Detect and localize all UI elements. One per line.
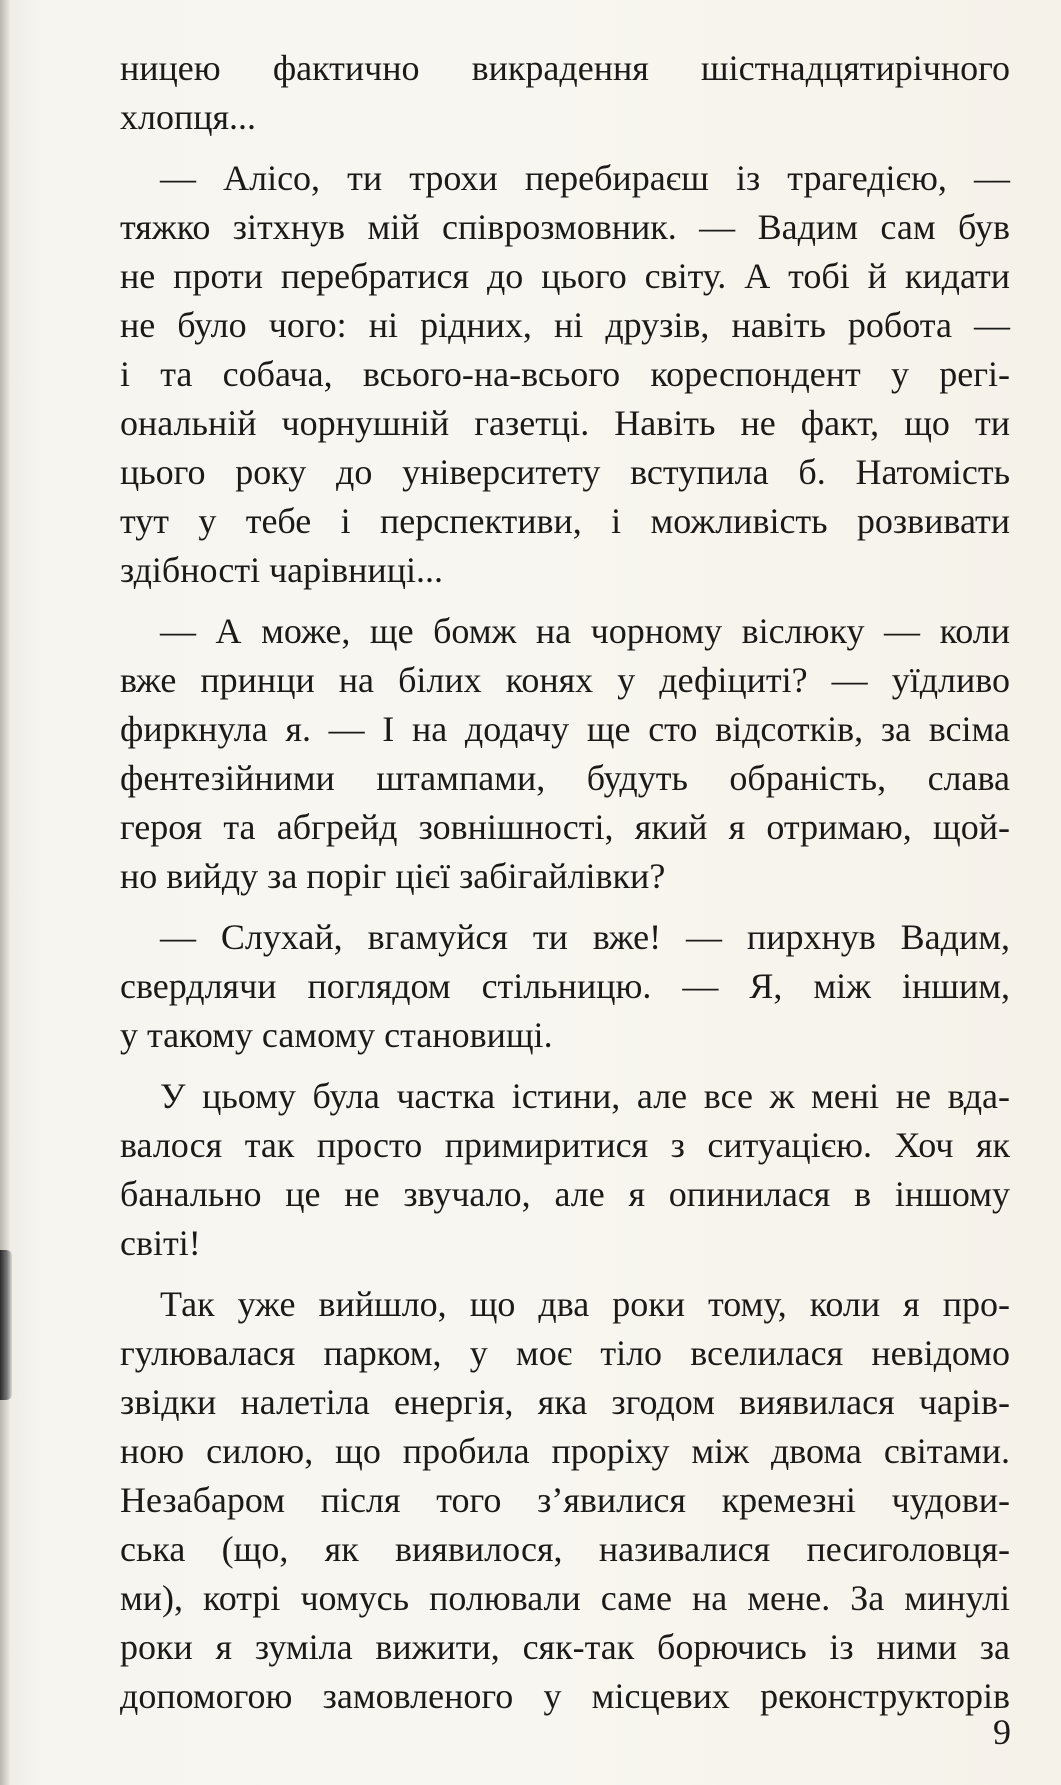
text-line: цього року до університету вступила б. Натомість bbox=[120, 452, 1010, 492]
text-line: фентезійними штампами, будуть обраність, слава bbox=[120, 758, 1010, 798]
text-line: ною силою, що пробила проріху між двома світами. bbox=[120, 1431, 1010, 1471]
text-line: тут у тебе і перспективи, і можливість розвивати bbox=[120, 501, 1010, 541]
paragraph bbox=[120, 1280, 1010, 1721]
text-line: героя та абгрейд зовнішності, який я отримаю, щой- bbox=[120, 807, 1010, 847]
text-line: ницею фактично викрадення шістнадцятирічного bbox=[120, 48, 1010, 88]
text-line: — Алісо, ти трохи перебираєш із трагедією, — bbox=[160, 158, 1010, 198]
text-line: світі! bbox=[120, 1223, 201, 1263]
text-line: у такому самому становищі. bbox=[120, 1015, 553, 1055]
text-line: Незабаром після того з’явилися кремезні чудови- bbox=[120, 1480, 1010, 1520]
text-line: ми), котрі чомусь полювали саме на мене. За минулі bbox=[120, 1578, 1010, 1618]
paragraph bbox=[120, 44, 1010, 142]
text-line: вже принци на білих конях у дефіциті? — уїдливо bbox=[120, 660, 1010, 700]
page-number: 9 bbox=[993, 1712, 1011, 1752]
text-line: валося так просто примиритися з ситуацією. Хоч як bbox=[120, 1125, 1010, 1165]
binding-mark bbox=[0, 1250, 12, 1400]
text-line: Так уже вийшло, що два роки тому, коли я про- bbox=[160, 1284, 1010, 1324]
text-line: фиркнула я. — І на додачу ще сто відсотків, за всіма bbox=[120, 709, 1010, 749]
text-line: тяжко зітхнув мій співрозмовник. — Вадим сам був bbox=[120, 207, 1010, 247]
text-line: банально це не звучало, але я опинилася в іншому bbox=[120, 1174, 1010, 1214]
text-line: — Слухай, вгамуйся ти вже! — пирхнув Вадим, bbox=[160, 917, 1010, 957]
paragraph bbox=[120, 913, 1010, 1060]
page-gutter-shadow bbox=[0, 0, 10, 1785]
paragraph bbox=[120, 1072, 1010, 1268]
text-line: роки я зуміла вижити, сяк-так борючись із ними за bbox=[120, 1627, 1010, 1667]
paragraph bbox=[120, 154, 1010, 595]
text-line: но вийду за поріг цієї забігайлівки? bbox=[120, 856, 666, 896]
text-line: ональній чорнушній газетці. Навіть не факт, що ти bbox=[120, 403, 1010, 443]
text-line: допомогою замовленого у місцевих реконструкторів bbox=[120, 1676, 1010, 1716]
text-line: хлопця... bbox=[120, 97, 257, 137]
text-line: — А може, ще бомж на чорному віслюку — коли bbox=[160, 611, 1010, 651]
text-line: не проти перебратися до цього світу. А тобі й кидати bbox=[120, 256, 1010, 296]
text-line: і та собача, всього-на-всього кореспондент у регі- bbox=[120, 354, 1010, 394]
text-line: гулювалася парком, у моє тіло вселилася невідомо bbox=[120, 1333, 1010, 1373]
text-line: не було чого: ні рідних, ні друзів, навіть робота — bbox=[120, 305, 1010, 345]
text-line: ська (що, як виявилося, називалися песиголовця- bbox=[120, 1529, 1010, 1569]
text-line: У цьому була частка істини, але все ж мені не вда- bbox=[160, 1076, 1010, 1116]
text-line: звідки налетіла енергія, яка згодом виявилася чарів- bbox=[120, 1382, 1010, 1422]
paragraph bbox=[120, 607, 1010, 901]
text-line: свердлячи поглядом стільницю. — Я, між іншим, bbox=[120, 966, 1010, 1006]
body-text bbox=[120, 44, 1010, 1721]
text-line: здібності чарівниці... bbox=[120, 550, 443, 590]
